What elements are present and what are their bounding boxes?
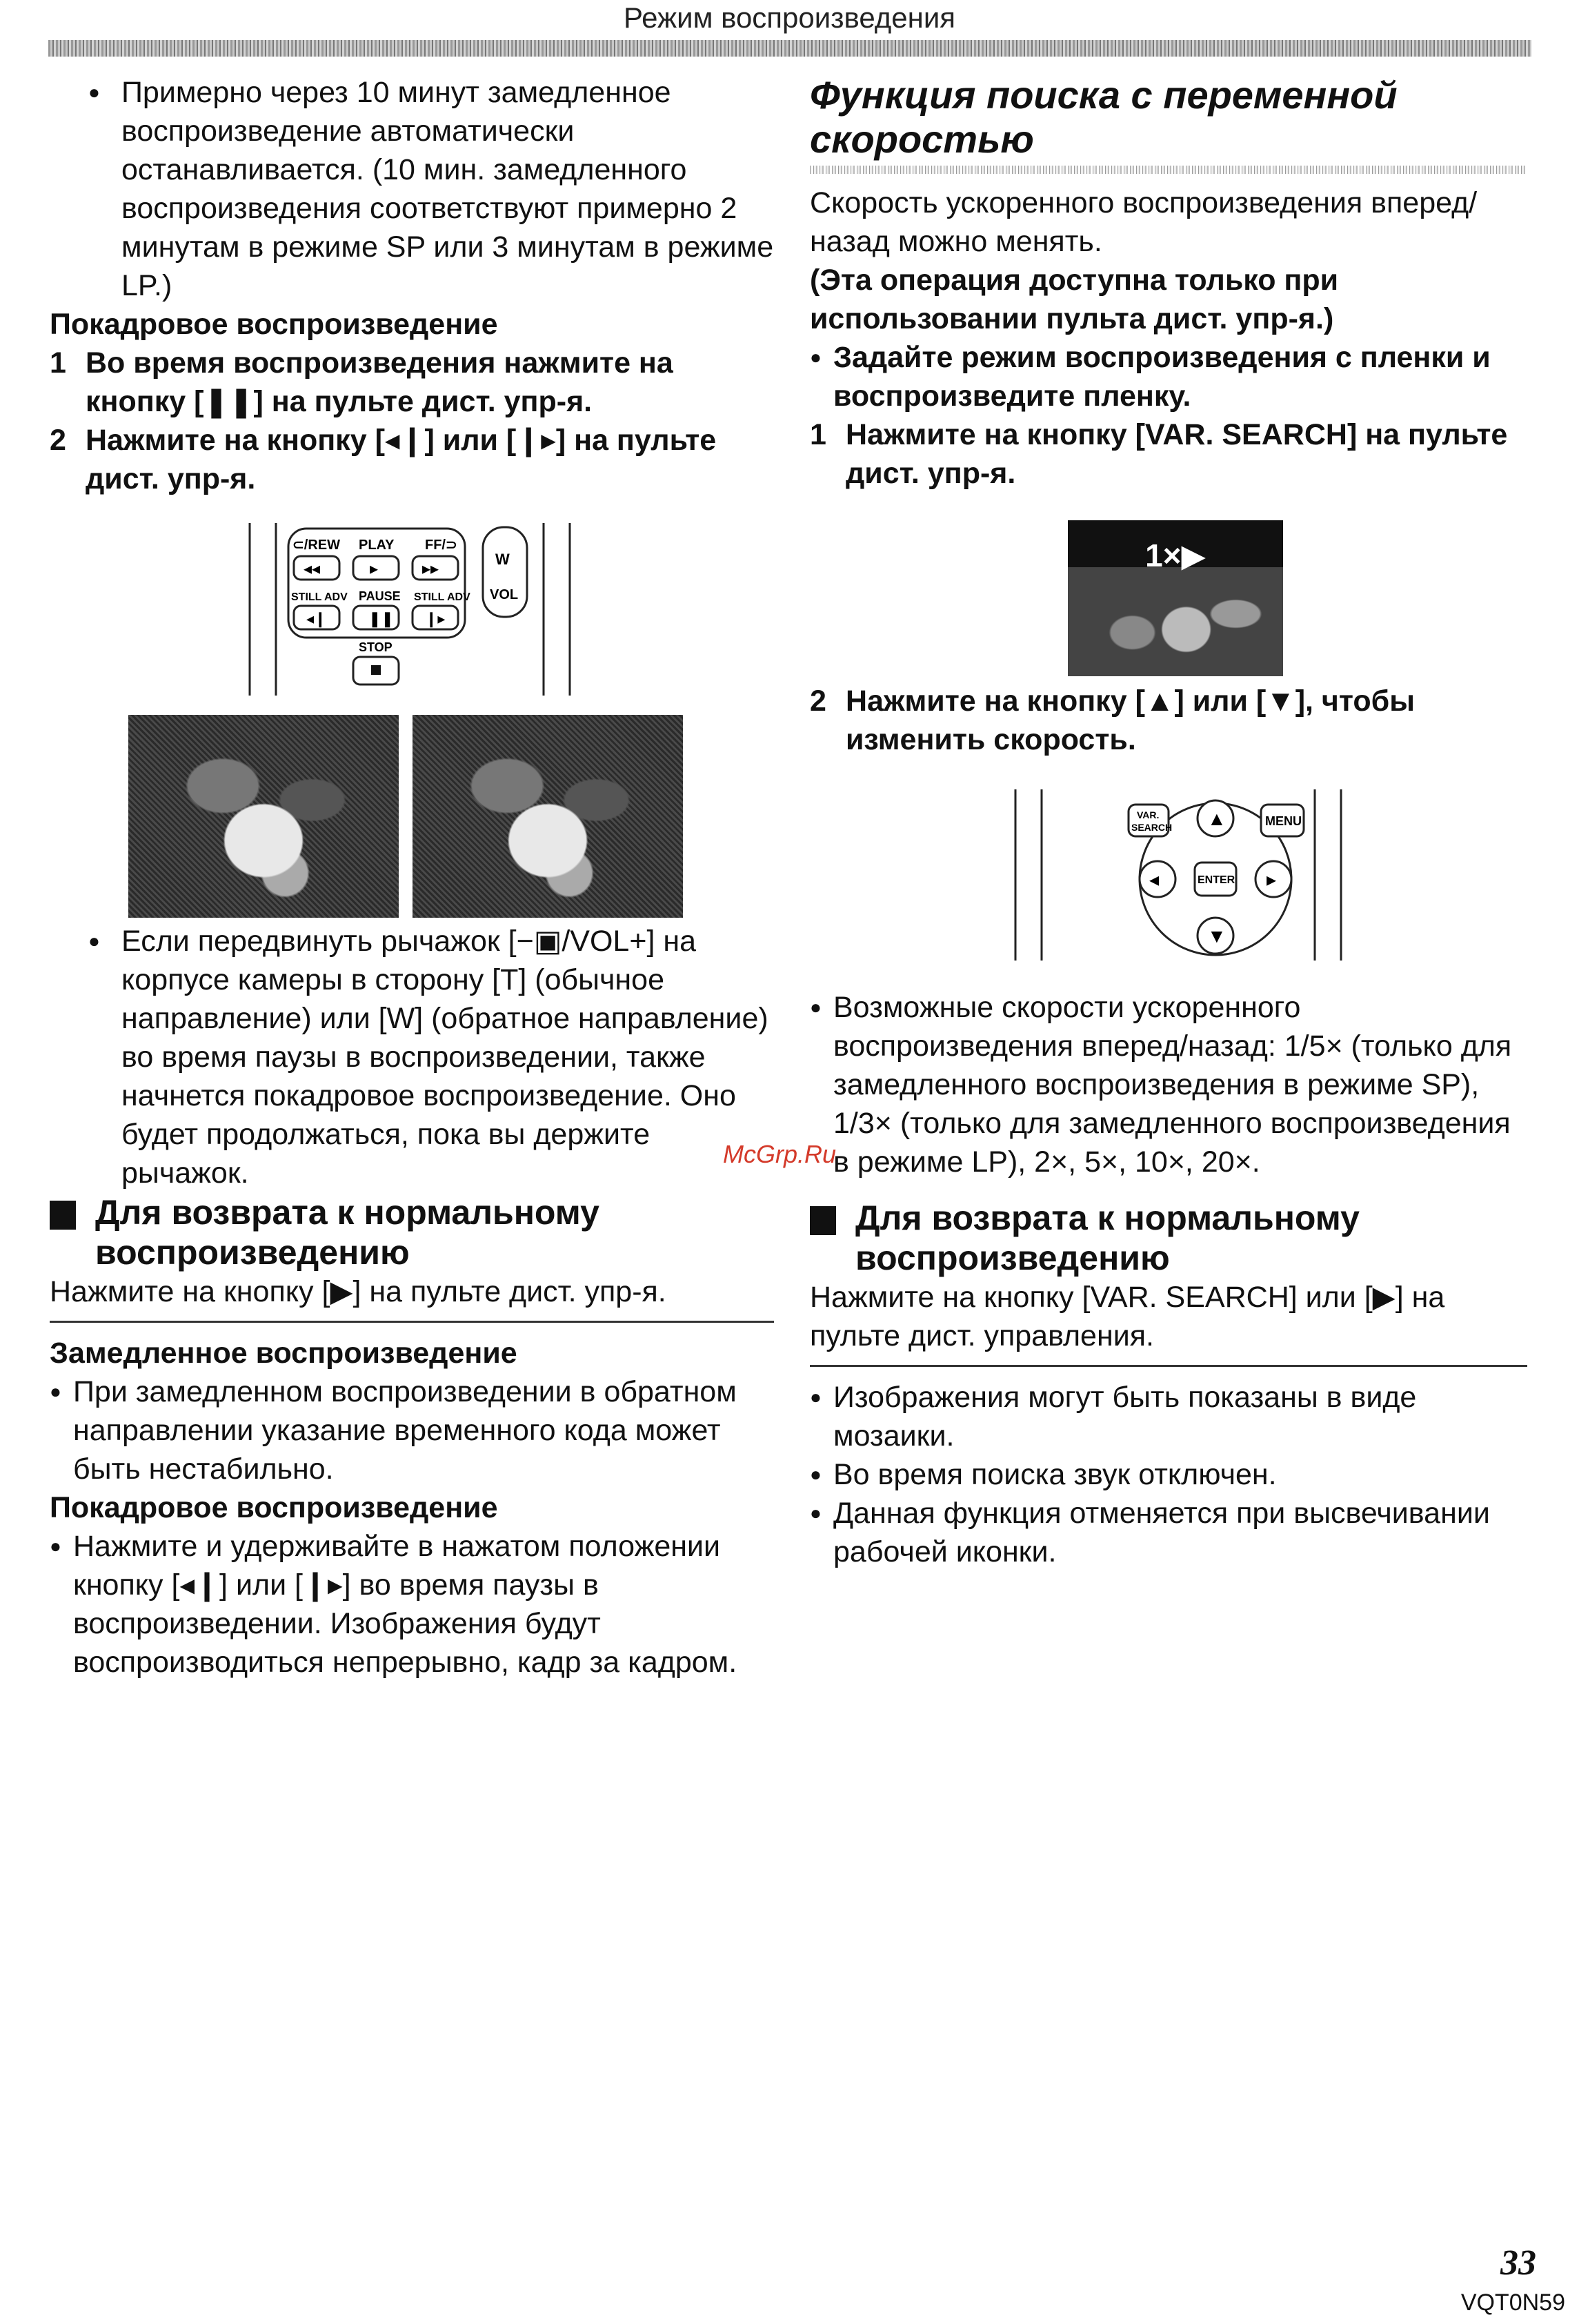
enter-label: ENTER [1198,874,1235,886]
stop-icon [371,665,381,675]
step-number: 1 [50,346,66,380]
return-normal-heading-left: Для возврата к нормальному воспроизведению [50,1192,774,1272]
ff-icon: ▸▸ [422,560,439,578]
speed-indicator: 1×▶ [1145,538,1206,573]
frame-photo-2 [413,715,683,918]
left-column-bottom [50,922,774,1682]
document-code: VQT0N59 [1460,2289,1565,2316]
down-arrow-icon: ▼ [1207,925,1227,947]
play-icon: ▸ [370,560,379,578]
still-adv-left-label: STILL ADV [291,591,348,603]
step-number: 2 [810,685,826,718]
return-normal-text-left: Нажмите на кнопку [▶] на пульте дист. упр-я. [50,1275,666,1308]
left-step-1 [50,344,774,421]
header-rule [48,40,1531,57]
right-step-2-block [810,682,1527,759]
right-step-1 [810,415,1527,493]
menu-label: MENU [1265,814,1302,828]
variable-search-title: Функция поиска с переменной скоростью [810,73,1398,161]
left-step-2 [50,421,774,498]
rew-icon: ◂◂ [304,560,321,578]
frame-playback-note: ● Нажмите и удерживайте в нажатом положении кнопку [◂❙] или [❙▸] во время паузы в воспроизведении. Изображения будут воспроизводиться непрерывно, кадр за кадром. [50,1527,774,1682]
step-number: 1 [810,418,826,451]
page-number: 33 [1500,2243,1536,2283]
right-step-2 [810,682,1527,759]
pause-label: PAUSE [359,589,401,603]
watermark: McGrp.Ru [723,1140,837,1168]
return-normal-heading-right: Для возврата к нормальному воспроизведению [810,1198,1527,1278]
right-column-bottom [810,988,1527,1571]
search-label: SEARCH [1131,822,1173,833]
step-text: Нажмите на кнопку [VAR. SEARCH] на пульте дист. упр-я. [846,418,1508,490]
step-number: 2 [50,424,66,457]
slow-stop-note: ● Примерно через 10 минут замедленное воспроизведение автоматически останавливается. (10 мин. замедленного воспроизведения соответствуют примерно 2 минутам в режиме SP или 3 минутам в режиме LP.) [88,73,774,305]
note-mosaic: ● Изображения могут быть показаны в виде мозаики. [810,1378,1527,1455]
rew-label: ⊂/REW [292,538,340,553]
remote-only-note: (Эта операция доступна только при использовании пульта дист. упр-я.) [810,264,1339,335]
ff-label: FF/⊃ [425,538,457,553]
note-cancel: ● Данная функция отменяется при высвечивании рабочей иконки. [810,1494,1527,1571]
variable-search-intro: Скорость ускоренного воспроизведения вперед/назад можно менять. [810,186,1478,258]
step-text: Во время воспроизведения нажмите на кнопку [❚❚] на пульте дист. упр-я. [86,346,673,418]
still-adv-right-label: STILL ADV [414,591,470,603]
frame-back-icon: ◂❙ [306,610,327,627]
up-arrow-icon: ▲ [1207,808,1227,829]
remote-control-illustration [248,523,573,696]
right-divider [810,1365,1527,1367]
left-arrow-icon: ◂ [1149,869,1160,890]
return-normal-text-right: Нажмите на кнопку [VAR. SEARCH] или [▶] на пульте дист. управления. [810,1281,1445,1352]
step-text: Нажмите на кнопку [◂❙] или [❙▸] на пульте дист. упр-я. [86,424,717,495]
right-column-top [810,73,1527,493]
stop-label: STOP [359,640,393,654]
slow-playback-title: Замедленное воспроизведение [50,1337,517,1370]
speeds-note: ● Возможные скорости ускоренного воспроизведения вперед/назад: 1/5× (только для замедленного воспроизведения в режиме SP), 1/3× (только для замедленного воспроизведения в режиме LP), 2×, 5×, 10×, 20×. [810,988,1527,1181]
vol-label: VOL [490,587,519,602]
var-search-remote-illustration [1014,789,1345,961]
pause-icon: ❚❚ [368,610,394,627]
frame-photo-1 [128,715,399,918]
frame-playback-title: Покадровое воспроизведение [50,308,498,341]
frame-forward-icon: ❙▸ [425,610,446,627]
frame-playback-title-2: Покадровое воспроизведение [50,1491,498,1524]
var-label: VAR. [1137,809,1160,820]
set-playback-note: ● Задайте режим воспроизведения с пленки и воспроизведите пленку. [810,338,1527,415]
zoom-rocker[interactable] [483,527,527,617]
left-divider [50,1321,774,1323]
step-text: Нажмите на кнопку [▲] или [▼], чтобы изменить скорость. [846,685,1415,756]
left-column-top [50,73,774,498]
slow-playback-note: ● При замедленном воспроизведении в обратном направлении указание временного кода может быть нестабильно. [50,1372,774,1488]
play-label: PLAY [359,538,395,553]
lever-note: ● Если передвинуть рычажок [−▣/VOL+] на корпусе камеры в сторону [T] (обычное направление) или [W] (обратное направление) во время паузы в воспроизведении, также начнется покадровое воспроизведение. Оно будет продолжаться, пока вы держите рычажок. [88,922,774,1192]
right-arrow-icon: ▸ [1267,869,1277,890]
w-label: W [495,551,510,568]
search-speed-screen [1068,520,1283,676]
note-sound-off: ● Во время поиска звук отключен. [810,1455,1527,1494]
page-header-title: Режим воспроизведения [623,1,956,34]
title-underline [810,166,1527,174]
